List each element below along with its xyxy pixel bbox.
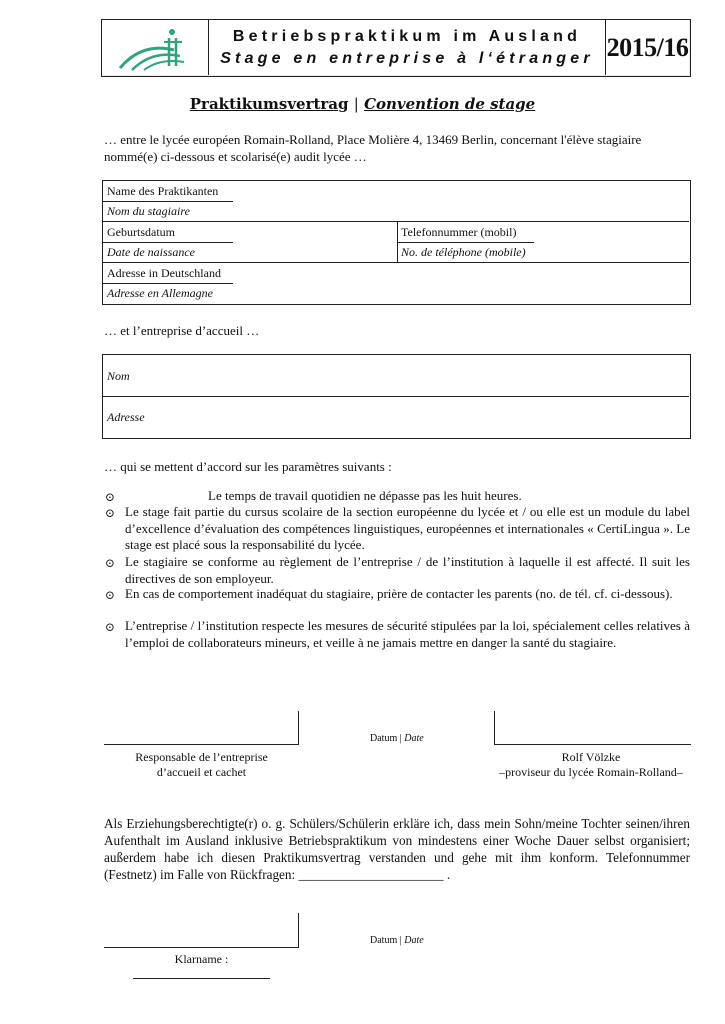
datum-sep: | xyxy=(399,935,402,946)
bullet-icon: ⊙ xyxy=(104,556,116,570)
company-intro: … et l’entreprise d’accueil … xyxy=(104,323,260,338)
bullet-text: Le temps de travail quotidien ne dépasse pas les huit heures. xyxy=(208,488,522,503)
phone-label-de: Telefonnummer (mobil) xyxy=(401,225,517,239)
signature-line-left-tick xyxy=(298,711,299,745)
signature-right-caption xyxy=(486,750,696,780)
signature-line-guardian xyxy=(104,947,299,948)
datum-sep: | xyxy=(399,733,402,744)
bullet-icon: ⊙ xyxy=(104,506,116,520)
header-titles xyxy=(209,20,606,75)
bullet-text: Le stage fait partie du cursus scolaire de la section européenne du lycée et / ou elle est un module du label d’excellence d’évaluation des compétences linguistiques, européennes et internationales « CertiLingua ». Le stage est placé sous la responsabilité du lycée. xyxy=(125,504,690,552)
header-title-de: Betriebspraktikum im Ausland xyxy=(232,28,582,45)
contract-title-de: Praktikumsvertrag xyxy=(189,95,349,113)
signature-left-line1: Responsable de l’entreprise xyxy=(135,750,268,764)
signature-line-left xyxy=(104,744,299,745)
contract-title-separator: | xyxy=(353,95,359,113)
company-address-label: Adresse xyxy=(107,410,145,424)
bullet-icon: ⊙ xyxy=(104,490,116,504)
datum-de: Datum xyxy=(370,733,398,744)
bullet-item xyxy=(125,554,690,587)
bullet-item xyxy=(125,488,690,505)
bullet-icon: ⊙ xyxy=(104,588,116,602)
header-year: 2015/16 xyxy=(606,20,689,75)
header-title-fr: Stage en entreprise à l‘étranger xyxy=(220,50,594,67)
birth-label-fr: Date de naissance xyxy=(107,245,195,259)
signature-left-caption xyxy=(104,750,299,780)
signature-line-right xyxy=(494,744,691,745)
bullet-text: En cas de comportement inadéquat du stagiaire, prière de contacter les parents (no. de tél. cf. ci-dessous). xyxy=(125,586,673,601)
signature-right-line1: Rolf Völzke xyxy=(561,750,621,764)
address-label-fr: Adresse en Allemagne xyxy=(107,286,213,300)
table-divider xyxy=(103,262,689,263)
name-label-fr: Nom du stagiaire xyxy=(107,204,190,218)
bullet-item xyxy=(125,504,690,554)
datum-label-2 xyxy=(370,935,424,946)
datum-fr: Date xyxy=(404,935,424,946)
company-name-label: Nom xyxy=(107,369,130,383)
bullet-text: L’entreprise / l’institution respecte les mesures de sécurité stipulées par la loi, spécialement celles relatives à l’emploi de collaborateurs mineurs, et veille à ne jamais mettre en danger la santé du stagiaire. xyxy=(125,618,690,650)
school-logo-icon xyxy=(102,20,208,75)
logo-cell xyxy=(102,20,209,75)
signature-left-line2: d’accueil et cachet xyxy=(156,765,247,779)
table-divider xyxy=(103,396,689,397)
signature-line-guardian-tick xyxy=(298,913,299,948)
datum-label xyxy=(370,733,424,744)
params-intro: … qui se mettent d’accord sur les paramètres suivants : xyxy=(104,459,392,474)
document-header xyxy=(101,19,691,77)
name-label-de: Name des Praktikanten xyxy=(107,184,219,198)
datum-de: Datum xyxy=(370,935,398,946)
klarname-line xyxy=(133,978,270,979)
label-underline xyxy=(103,283,233,284)
contract-title-fr: Convention de stage xyxy=(364,95,536,113)
student-table xyxy=(102,180,691,305)
bullet-text: Le stagiaire se conforme au règlement de l’entreprise / de l’institution à laquelle il est affecté. Il suit les directives de son employeur. xyxy=(125,554,690,586)
bullet-item xyxy=(125,586,690,603)
table-divider xyxy=(103,221,689,222)
phone-label-fr: No. de téléphone (mobile) xyxy=(401,245,526,259)
intro-paragraph: … entre le lycée européen Romain-Rolland, Place Molière 4, 13469 Berlin, concernant l'élève stagiaire nommé(e) ci-dessous et scolarisé(e) audit lycée … xyxy=(104,132,642,164)
address-label-de: Adresse in Deutschland xyxy=(107,266,221,280)
guardian-paragraph: Als Erziehungsberechtigte(r) o. g. Schülers/Schülerin erkläre ich, dass mein Sohn/meine Tochter seinen/ihren Aufenthalt im Ausland inklusive Betriebspraktikum von mindestens einer Woche Dauer selbst organisiert; außerdem habe ich diesen Praktikumsvertrag verstanden und gehe mit ihm konform. Telefonnummer (Festnetz) im Falle von Rückfragen: ______________________ . xyxy=(104,816,690,882)
datum-fr: Date xyxy=(404,733,424,744)
bullet-icon: ⊙ xyxy=(104,620,116,634)
label-underline xyxy=(103,242,233,243)
signature-right-line2: –proviseur du lycée Romain-Rolland– xyxy=(499,765,683,779)
bullet-item xyxy=(125,618,690,651)
company-table xyxy=(102,354,691,439)
klarname-label: Klarname : xyxy=(174,952,229,966)
signature-line-right-tick xyxy=(494,711,495,745)
birth-label-de: Geburtsdatum xyxy=(107,225,175,239)
contract-title xyxy=(0,95,725,113)
label-underline xyxy=(103,201,233,202)
label-underline xyxy=(397,242,534,243)
